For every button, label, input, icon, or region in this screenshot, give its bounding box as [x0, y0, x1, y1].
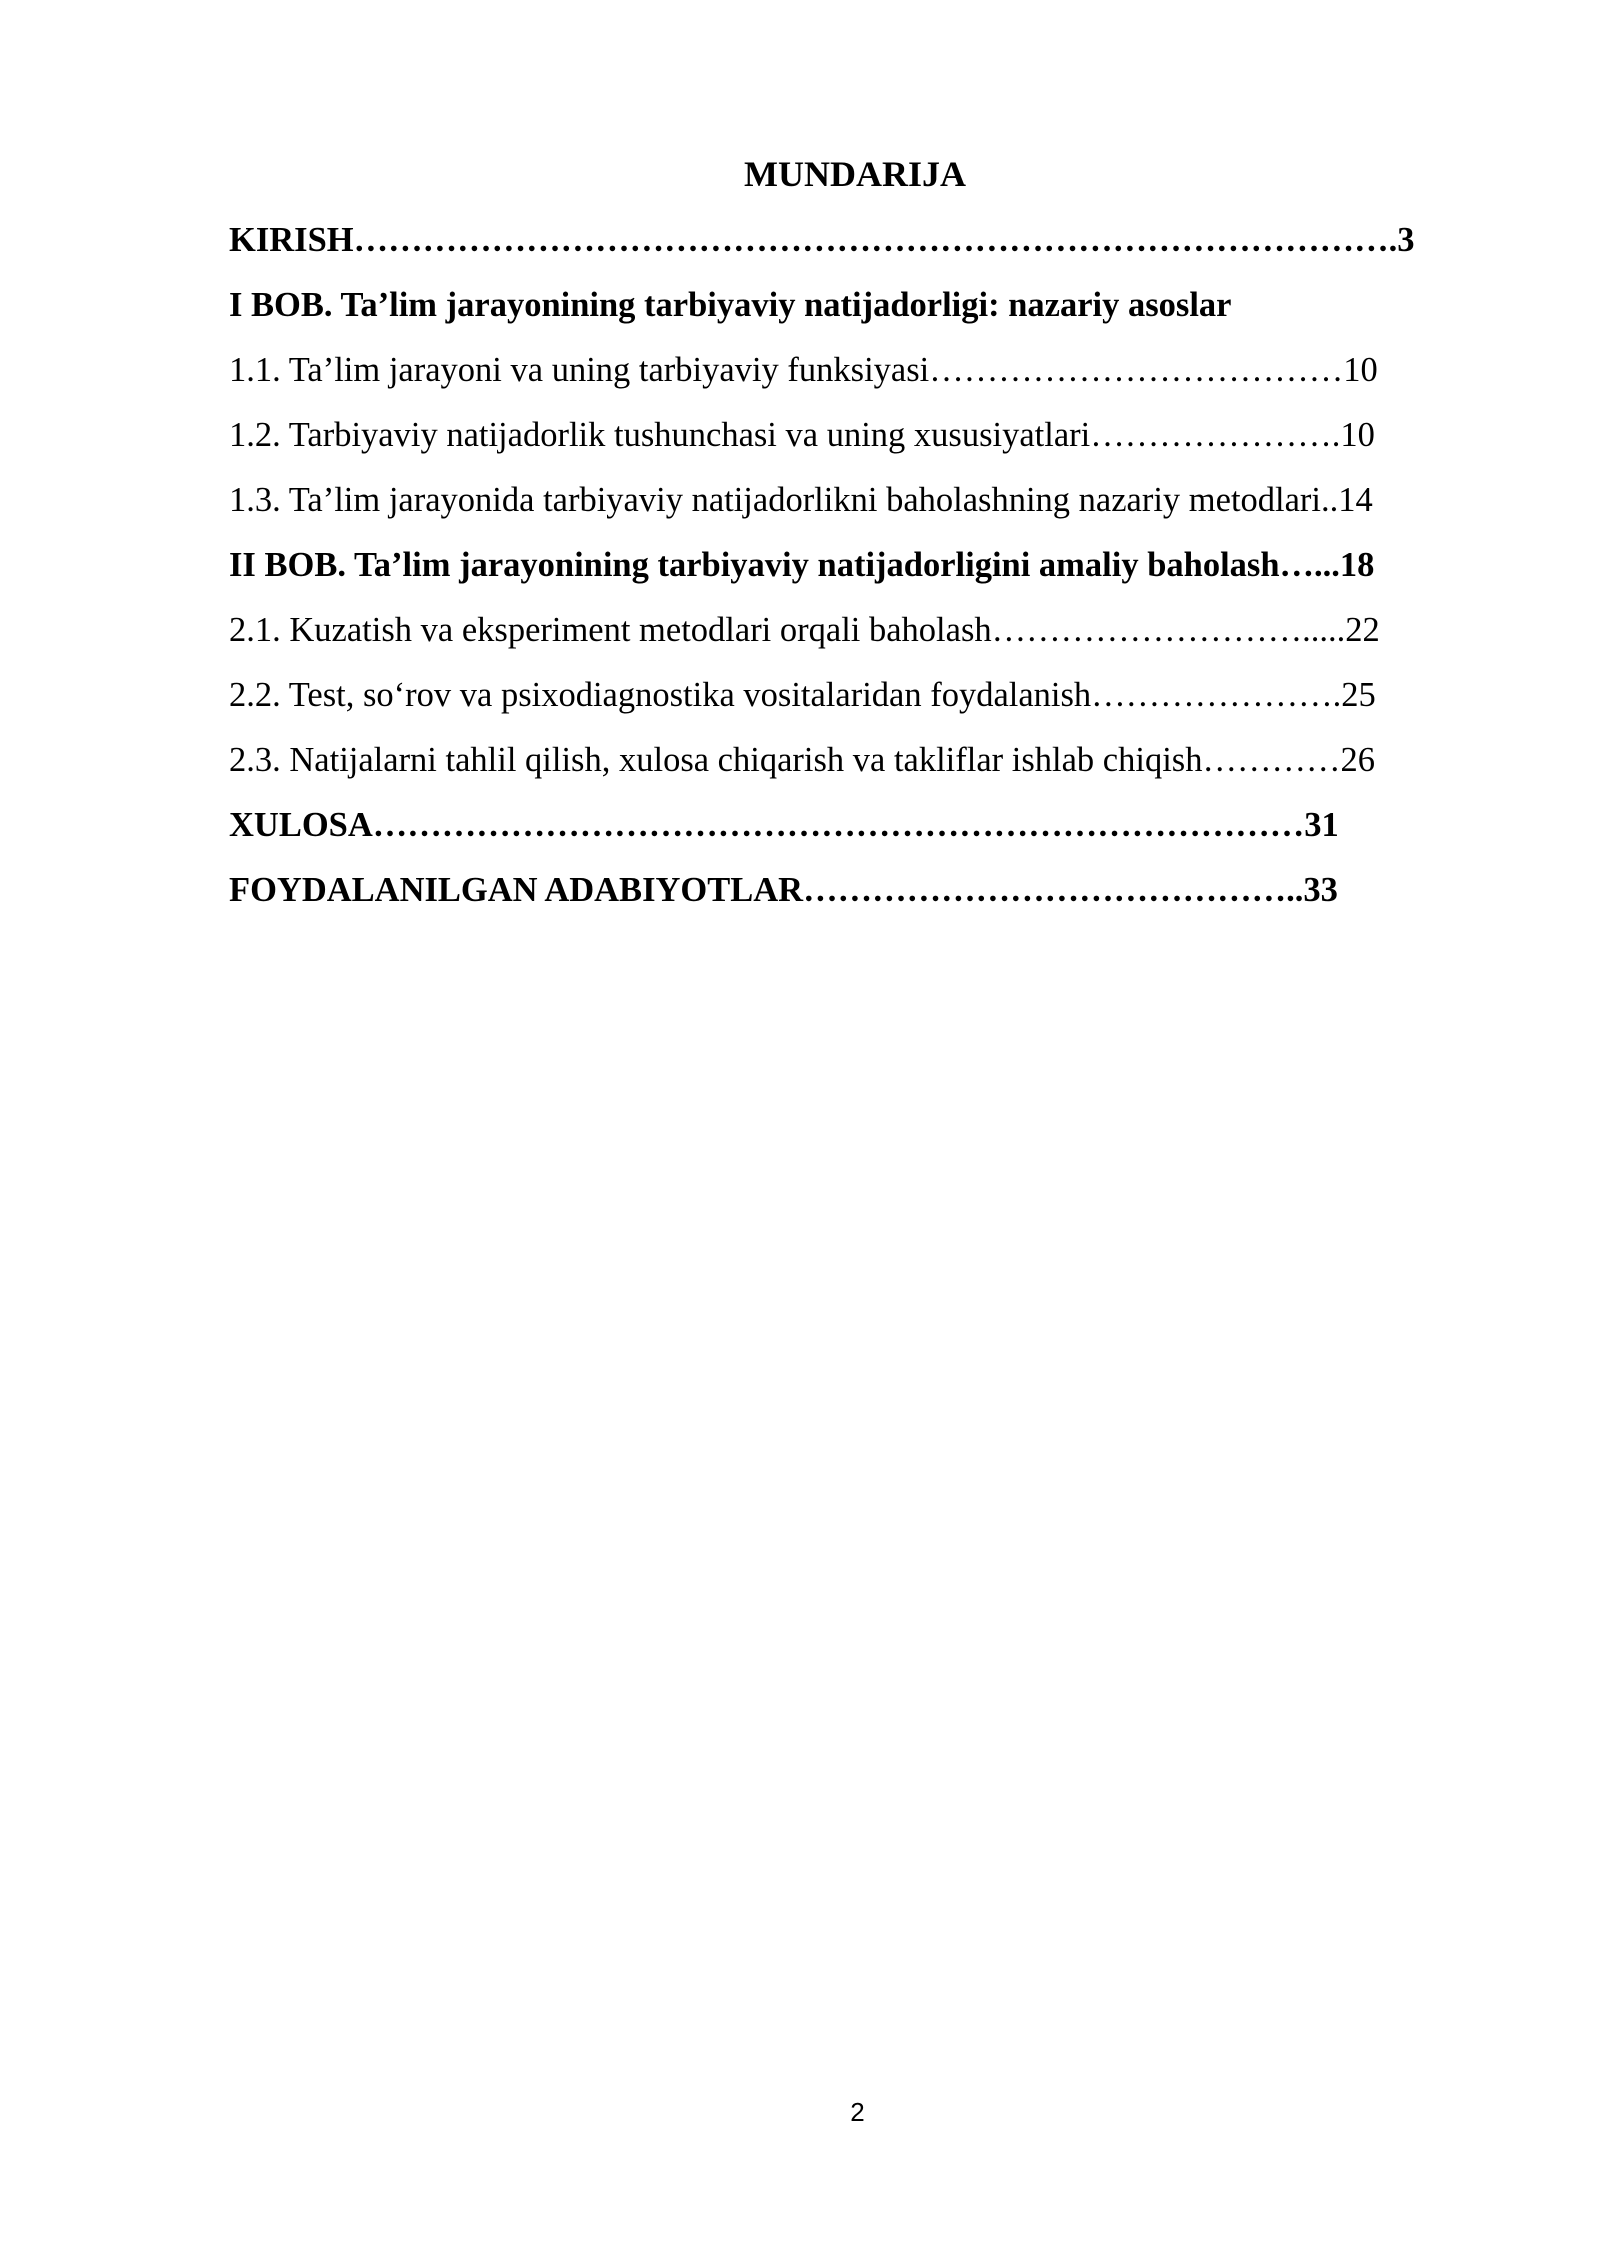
toc-entry-text: 2.1. Kuzatish va eksperiment metodlari orqali baholash……………………….....22 — [229, 611, 1380, 649]
toc-entry-text: 2.3. Natijalarni tahlil qilish, xulosa chiqarish va takliflar ishlab chiqish…………26 — [229, 741, 1375, 779]
toc-entry-xulosa — [229, 799, 1484, 864]
toc-entry-chapter-1 — [229, 279, 1484, 344]
page-number: 2 — [850, 2097, 865, 2127]
toc-entry-1-2 — [229, 409, 1484, 474]
toc-entry-text: 1.1. Ta’lim jarayoni va uning tarbiyaviy funksiyasi………………………………10 — [229, 351, 1378, 389]
toc-entry-text: 2.2. Test, so‘rov va psixodiagnostika vositalaridan foydalanish………………….25 — [229, 676, 1376, 714]
toc-entry-chapter-2 — [229, 539, 1484, 604]
toc-entry-1-3 — [229, 474, 1484, 539]
toc-title: MUNDARIJA — [744, 154, 966, 194]
toc-entry-references — [229, 864, 1484, 929]
toc-entry-2-1 — [229, 604, 1484, 669]
toc-entry-text: 1.2. Tarbiyaviy natijadorlik tushunchasi va uning xususiyatlari………………….10 — [229, 416, 1375, 454]
toc-entry-text: XULOSA………………………………………………………………………31 — [229, 806, 1339, 844]
toc-entry-1-1 — [229, 344, 1484, 409]
toc-entry-text: KIRISH……………………………………………………………………………….3 — [229, 221, 1415, 259]
toc-entry-text: II BOB. Ta’lim jarayonining tarbiyaviy natijadorligini amaliy baholash…...18 — [229, 546, 1375, 584]
toc-entry-kirish — [229, 214, 1484, 279]
toc-list — [229, 214, 1484, 929]
toc-entry-2-3 — [229, 734, 1484, 799]
toc-entry-text: 1.3. Ta’lim jarayonida tarbiyaviy natijadorlikni baholashning nazariy metodlari..14 — [229, 481, 1373, 519]
toc-entry-text: FOYDALANILGAN ADABIYOTLAR……………………………………..33 — [229, 871, 1338, 909]
toc-entry-text: I BOB. Ta’lim jarayonining tarbiyaviy natijadorligi: nazariy asoslar — [229, 286, 1232, 324]
toc-entry-2-2 — [229, 669, 1484, 734]
